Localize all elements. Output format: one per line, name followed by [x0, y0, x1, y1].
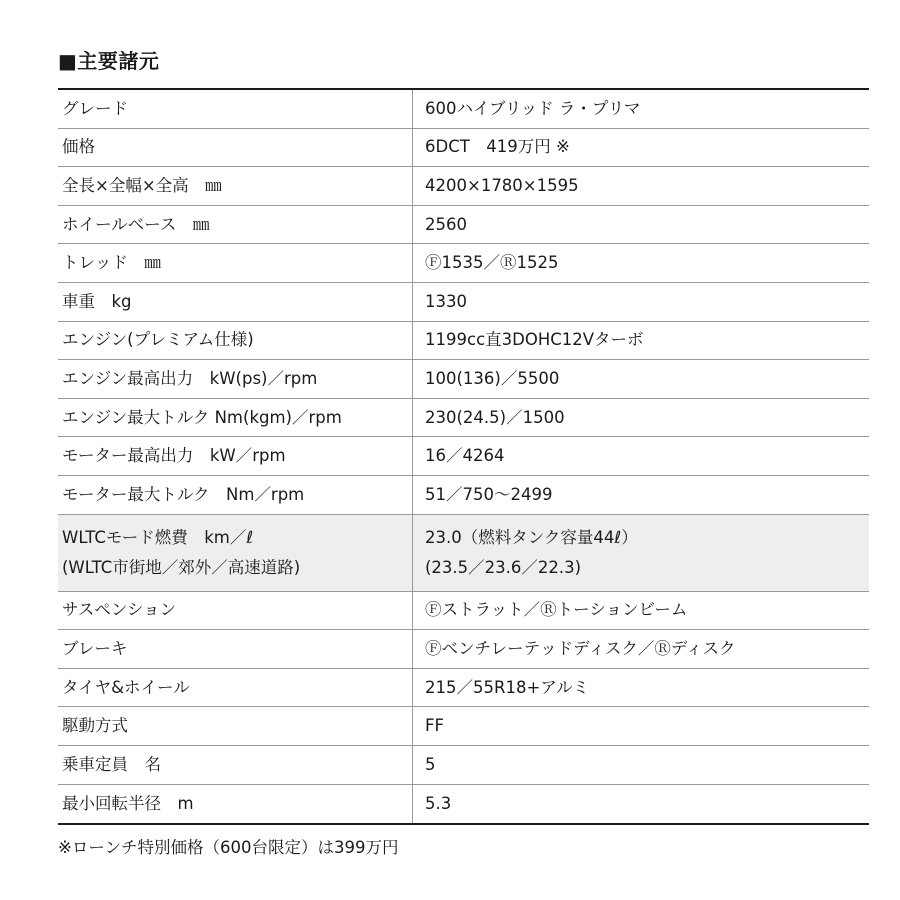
spec-row-weight	[58, 283, 869, 322]
spec-row-motor-torque	[58, 476, 869, 515]
spec-value: 230(24.5)／1500	[425, 407, 565, 427]
spec-row-tire-wheel	[58, 669, 869, 708]
spec-value: 1330	[425, 291, 467, 311]
spec-row-motor-power	[58, 437, 869, 476]
spec-row-turning-radius	[58, 785, 869, 824]
spec-row-brake	[58, 630, 869, 669]
spec-label: ホイールベース ㎜	[58, 206, 413, 244]
spec-value-line: (23.5／23.6／22.3)	[425, 557, 582, 577]
spec-label: トレッド ㎜	[58, 244, 413, 282]
spec-label: モーター最大トルク Nm／rpm	[58, 476, 413, 514]
spec-value: 5	[425, 754, 436, 774]
spec-label: タイヤ&ホイール	[58, 669, 413, 707]
spec-label: サスペンション	[58, 592, 413, 630]
spec-row-price	[58, 129, 869, 168]
spec-value: 4200×1780×1595	[425, 175, 579, 195]
spec-label-line: (WLTC市街地／郊外／高速道路)	[62, 557, 301, 577]
spec-label: エンジン最大トルク Nm(kgm)／rpm	[58, 399, 413, 437]
spec-label: 全長×全幅×全高 ㎜	[58, 167, 413, 205]
footnote: ※ローンチ特別価格（600台限定）は399万円	[58, 838, 399, 857]
spec-label	[58, 515, 413, 591]
spec-row-grade	[58, 90, 869, 129]
spec-value-line: 23.0（燃料タンク容量44ℓ）	[425, 527, 638, 547]
spec-row-capacity	[58, 746, 869, 785]
spec-value: 215／55R18+アルミ	[425, 677, 590, 697]
spec-label: 駆動方式	[58, 707, 413, 745]
spec-row-engine	[58, 322, 869, 361]
spec-value: Ⓕ1535／Ⓡ1525	[425, 253, 559, 273]
spec-table	[58, 88, 869, 825]
spec-label: 車重 kg	[58, 283, 413, 321]
spec-value: Ⓕストラット／Ⓡトーションビーム	[425, 600, 688, 620]
spec-row-fuel-economy	[58, 515, 869, 592]
spec-row-wheelbase	[58, 206, 869, 245]
spec-value: 5.3	[425, 793, 452, 813]
spec-row-drive	[58, 707, 869, 746]
spec-row-engine-torque	[58, 399, 869, 438]
spec-value: 16／4264	[425, 446, 505, 466]
spec-value: 1199cc直3DOHC12Vターボ	[425, 330, 644, 350]
spec-value	[413, 515, 869, 591]
spec-row-tread	[58, 244, 869, 283]
spec-label: ブレーキ	[58, 630, 413, 668]
spec-value: 100(136)／5500	[425, 368, 560, 388]
spec-row-engine-power	[58, 360, 869, 399]
spec-label: グレード	[58, 90, 413, 128]
spec-value: 6DCT 419万円 ※	[425, 137, 570, 157]
spec-label: エンジン(プレミアム仕様)	[58, 322, 413, 360]
spec-value: 51／750〜2499	[425, 484, 553, 504]
spec-label: 乗車定員 名	[58, 746, 413, 784]
spec-value: Ⓕベンチレーテッドディスク／Ⓡディスク	[425, 638, 736, 658]
spec-label: モーター最高出力 kW／rpm	[58, 437, 413, 475]
spec-value: FF	[425, 716, 444, 736]
spec-label: 価格	[58, 129, 413, 167]
spec-label: エンジン最高出力 kW(ps)／rpm	[58, 360, 413, 398]
spec-value: 2560	[425, 214, 467, 234]
page-title: ■主要諸元	[58, 49, 160, 73]
spec-label: 最小回転半径 m	[58, 785, 413, 824]
spec-row-dimensions	[58, 167, 869, 206]
spec-label-line: WLTCモード燃費 km／ℓ	[62, 527, 254, 547]
spec-value: 600ハイブリッド ラ・プリマ	[425, 98, 641, 118]
spec-row-suspension	[58, 592, 869, 631]
